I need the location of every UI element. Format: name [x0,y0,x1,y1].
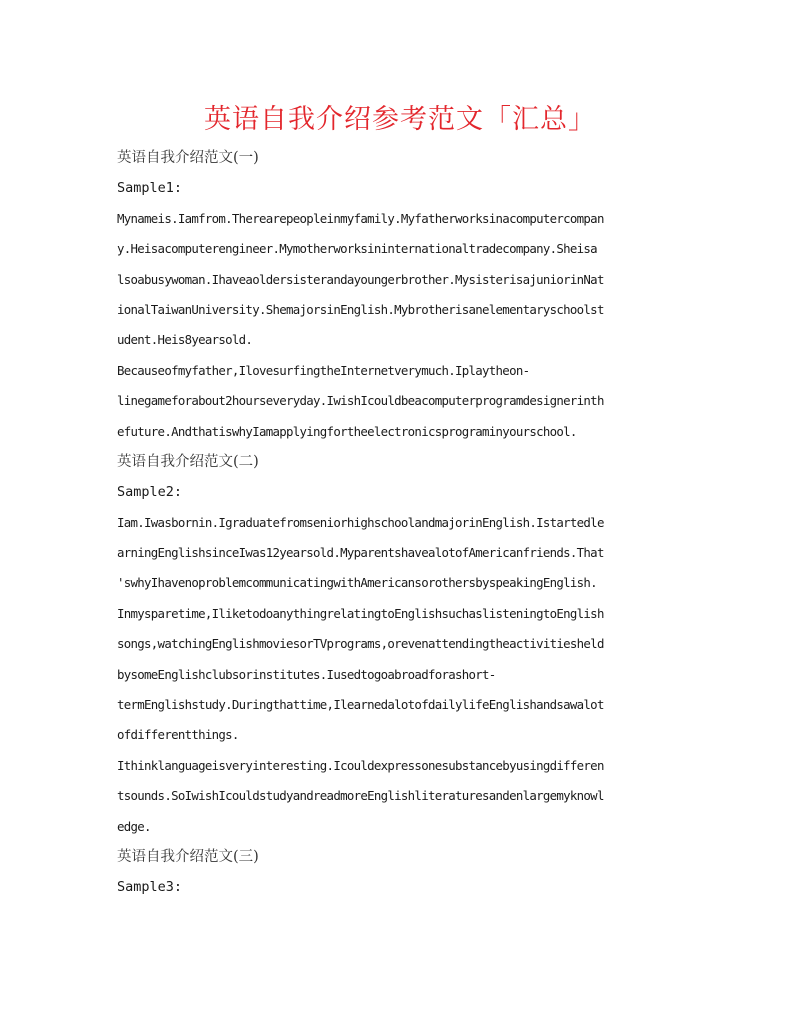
paragraph-line: efuture.AndthatiswhyIamapplyingfortheelectronicsprograminyourschool. [117,423,577,439]
section-heading: 英语自我介绍范文(一) [117,150,259,166]
paragraph-line: Becauseofmyfather,IlovesurfingtheInternetverymuch.Iplaytheon- [117,362,530,378]
paragraph-line: Ithinklanguageisveryinteresting.Icouldexpressonesubstancebyusingdifferen [117,757,604,773]
paragraph-line: lsoabusywoman.Ihaveaoldersisterandayoungerbrother.MysisterisajuniorinNat [117,271,604,287]
paragraph-line: tsounds.SoIwishIcouldstudyandreadmoreEnglishliteraturesandenlargemyknowl [117,788,604,804]
paragraph-line: ofdifferentthings. [117,727,239,743]
paragraph-line: edge. [117,818,151,834]
paragraph-line: y.Heisacomputerengineer.Mymotherworksininternationaltradecompany.Sheisa [117,241,597,257]
sample-label: Sample1: [117,180,183,197]
section-heading: 英语自我介绍范文(二) [117,453,259,470]
paragraph-line: arningEnglishsinceIwas12yearsold.MyparentshavealotofAmericanfriends.That [117,545,604,561]
paragraph-line: termEnglishstudy.Duringthattime,IlearnedalotofdailylifeEnglishandsawalot [117,697,604,713]
sample-label: Sample3: [117,879,183,896]
paragraph-line: Iam.Iwasbornin.IgraduatefromseniorhighschoolandmajorinEnglish.Istartedle [117,514,604,530]
paragraph-line: 'swhyIhavenoproblemcommunicatingwithAmericansorothersbyspeakingEnglish. [117,575,597,591]
paragraph-line: Mynameis.Iamfrom.Therearepeopleinmyfamily.Myfatherworksinacomputercompan [117,210,604,226]
paragraph-line: songs,watchingEnglishmoviesorTVprograms,orevenattendingtheactivitiesheld [117,636,604,652]
section-heading: 英语自我介绍范文(三) [117,848,259,865]
sample-label: Sample2: [117,484,183,501]
paragraph-line: udent.Heis8yearsold. [117,332,253,348]
paragraph-line: linegameforabout2hourseveryday.IwishIcouldbeacomputerprogramdesignerinth [117,393,604,409]
paragraph-line: ionalTaiwanUniversity.ShemajorsinEnglish.Mybrotherisanelementaryschoolst [117,301,604,317]
paragraph-line: bysomeEnglishclubsorinstitutes.Iusedtogoabroadforashort- [117,666,496,682]
document-body [117,143,687,903]
paragraph-line: Inmysparetime,IliketodoanythingrelatingtoEnglishsuchaslisteningtoEnglish [117,605,604,621]
document-title: 英语自我介绍参考范文「汇总」 [204,104,596,135]
